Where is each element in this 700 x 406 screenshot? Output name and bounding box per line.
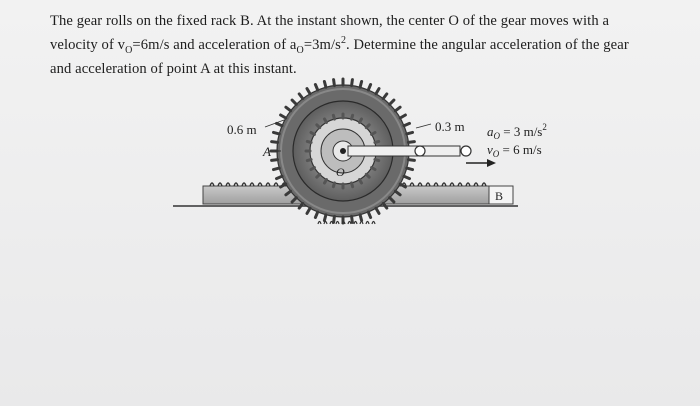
gear-tooth: [281, 115, 286, 118]
gear-tooth: [315, 85, 317, 91]
gear-tooth: [277, 176, 283, 178]
velocity-arrowhead: [487, 159, 496, 167]
gear-tooth: [352, 80, 353, 86]
accel-val: = 3 m/s: [500, 124, 543, 139]
gear-tooth: [360, 82, 362, 88]
gear-tooth: [274, 168, 280, 170]
gear-tooth: [352, 216, 353, 222]
gear-tooth: [366, 125, 369, 128]
gear-tooth: [376, 208, 379, 213]
gear-tooth: [408, 142, 414, 143]
problem-line-1: The gear rolls on the fixed rack B. At the instant shown, the center O of the gear moves with a: [50, 13, 610, 29]
gear-tooth: [324, 82, 326, 88]
gear-tooth: [383, 94, 387, 99]
accel-var: a: [487, 124, 494, 139]
gear-tooth: [360, 119, 362, 122]
gear-tooth: [404, 176, 410, 178]
bottom-tooth-squiggle: [318, 222, 375, 225]
gear-tooth: [277, 123, 283, 125]
gear-tooth: [274, 132, 280, 134]
velocity-label: [487, 142, 542, 159]
pin-arm: [348, 146, 460, 156]
gear-tooth: [311, 133, 314, 135]
gear-tooth: [307, 160, 311, 161]
gear-tooth: [311, 168, 314, 170]
bottom-tooth: [348, 222, 351, 225]
task-text: . Determine the angular acceleration of the gear: [346, 36, 629, 53]
arm-end-pin: [461, 146, 471, 156]
gear-tooth: [352, 115, 353, 119]
gear-tooth: [334, 216, 335, 222]
gear-tooth: [333, 183, 334, 187]
gear-tooth: [272, 142, 278, 143]
gear-tooth: [366, 174, 369, 177]
gear-tooth: [360, 180, 362, 183]
gear-tooth: [317, 125, 320, 128]
bottom-tooth: [330, 222, 333, 225]
gear-tooth: [368, 212, 370, 218]
gear-tooth: [372, 168, 375, 170]
gear-tooth: [360, 215, 362, 221]
vel-sub: O: [492, 149, 500, 159]
gear-tooth: [390, 100, 394, 104]
gear-tooth: [352, 183, 353, 187]
gear-tooth: [375, 160, 379, 161]
center-o-pin: [340, 148, 346, 154]
gear-tooth: [407, 168, 413, 170]
acceleration-exponent: 2: [340, 35, 347, 46]
gear-tooth: [376, 89, 379, 94]
gear-tooth: [334, 80, 335, 86]
accel-label: [487, 122, 547, 141]
gear-tooth: [400, 115, 405, 118]
gear-tooth: [315, 212, 317, 218]
bottom-tooth: [354, 222, 357, 225]
velocity-subscript: O: [125, 44, 133, 56]
acceleration-subscript: O: [296, 44, 304, 56]
bottom-tooth: [372, 222, 375, 225]
acceleration-text: =6m/s and acceleration of a: [132, 36, 297, 53]
bottom-tooth: [336, 222, 339, 225]
rack-b-label: B: [495, 189, 504, 203]
outer-radius-label: 0.6 m: [227, 122, 257, 137]
inner-radius-leader: [416, 124, 431, 128]
gear-tooth: [333, 115, 334, 119]
bottom-tooth: [318, 222, 321, 225]
gear-tooth: [307, 89, 310, 94]
gear-tooth: [407, 132, 413, 134]
accel-exp: 2: [542, 122, 547, 132]
gear-tooth: [325, 180, 327, 183]
bottom-tooth: [360, 222, 363, 225]
bottom-tooth: [366, 222, 369, 225]
point-a-label: A: [263, 144, 271, 159]
gear-tooth: [408, 160, 414, 161]
gear-tooth: [299, 94, 303, 99]
gear-tooth: [292, 100, 296, 104]
bottom-tooth: [324, 222, 327, 225]
vel-var: v: [487, 142, 493, 157]
center-o-label: O: [336, 165, 345, 179]
gear-tooth: [286, 107, 291, 111]
acceleration-value: =3m/s: [303, 36, 341, 53]
vel-val: = 6 m/s: [499, 142, 542, 157]
velocity-text: velocity of v: [50, 36, 126, 53]
gear-tooth: [307, 208, 310, 213]
gear-tooth: [317, 174, 320, 177]
gear-tooth: [404, 123, 410, 125]
gear-tooth: [368, 85, 370, 91]
problem-line-3: and acceleration of point A at this instant.: [50, 60, 297, 77]
gear-tooth: [375, 141, 379, 142]
gear-tooth: [324, 215, 326, 221]
gear-tooth: [272, 160, 278, 161]
gear-tooth: [372, 133, 375, 135]
accel-sub: O: [493, 131, 500, 141]
gear-tooth: [395, 107, 400, 111]
inner-radius-label: 0.3 m: [435, 119, 465, 134]
arm-pin: [415, 146, 425, 156]
gear-tooth: [325, 119, 327, 122]
gear-tooth: [307, 141, 311, 142]
